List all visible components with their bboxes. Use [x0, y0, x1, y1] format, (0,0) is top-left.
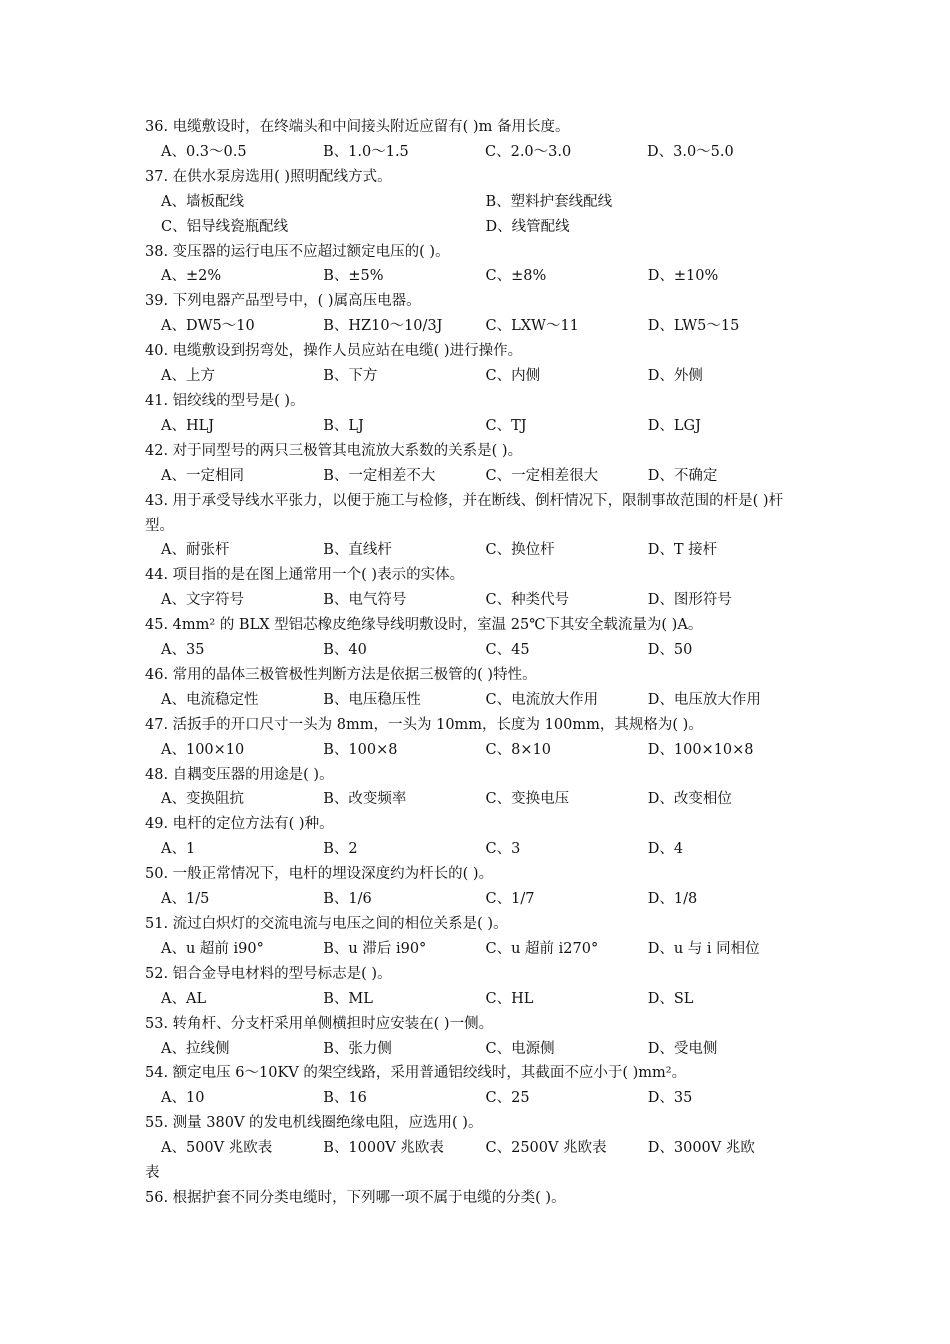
- option-a: A、10: [161, 1090, 205, 1107]
- option-d: D、u 与 i 同相位: [647, 940, 760, 957]
- question-text: 55. 测量 380V 的发电机线圈绝缘电阻，应选用( )。: [145, 1115, 483, 1132]
- option-c: C、u 超前 i270°: [485, 940, 599, 957]
- options-row: [145, 887, 810, 912]
- option-d: D、电压放大作用: [647, 691, 761, 708]
- question-45: [145, 613, 810, 663]
- option-b: B、电压稳压性: [323, 691, 421, 708]
- question-46: [145, 663, 810, 713]
- option-a: A、变换阻抗: [161, 791, 244, 808]
- option-c: C、LXW～11: [485, 318, 579, 335]
- question-text: 53. 转角杆、分支杆采用单侧横担时应安装在( )一侧。: [145, 1015, 494, 1032]
- options-row: [145, 538, 810, 563]
- question-54: [145, 1061, 810, 1111]
- option-a: A、电流稳定性: [161, 691, 259, 708]
- option-b: B、2: [323, 841, 358, 858]
- option-a: A、一定相同: [161, 467, 244, 484]
- option-a: A、100×10: [161, 741, 245, 758]
- options-row: [145, 937, 810, 962]
- question-text: 50. 一般正常情况下，电杆的埋设深度约为杆长的( )。: [145, 866, 494, 883]
- option-a: A、耐张杆: [161, 542, 230, 559]
- option-c: C、内侧: [485, 368, 541, 385]
- option-a: A、0.3～0.5: [161, 143, 247, 160]
- options-row: [145, 588, 810, 613]
- option-b: B、塑料护套线配线: [485, 193, 613, 210]
- question-49: [145, 812, 810, 862]
- option-d: D、35: [647, 1090, 693, 1107]
- option-c: C、1/7: [485, 891, 535, 908]
- question-47: [145, 713, 810, 763]
- question-text: 36. 电缆敷设时，在终端头和中间接头附近应留有( )m 备用长度。: [145, 119, 570, 135]
- option-wrap-text: 表: [145, 1165, 160, 1182]
- option-c: C、种类代号: [485, 592, 570, 609]
- options-row: [145, 1136, 810, 1161]
- option-b: B、下方: [323, 368, 378, 385]
- options-row: [145, 215, 810, 240]
- option-c: C、一定相差很大: [485, 467, 599, 484]
- option-b: B、1/6: [323, 891, 372, 908]
- question-text: 39. 下列电器产品型号中，( )属高压电器。: [145, 293, 421, 310]
- option-b: B、张力侧: [323, 1040, 392, 1057]
- question-text: 43. 用于承受导线水平张力，以便于施工与检修，并在断线、倒杆情况下，限制事故范围的杆是( )杆型。: [145, 492, 784, 534]
- question-52: [145, 962, 810, 1012]
- option-a: A、文字符号: [161, 592, 244, 609]
- question-text: 52. 铝合金导电材料的型号标志是( )。: [145, 965, 392, 982]
- exam-page: [145, 115, 810, 1211]
- option-d: D、T 接杆: [647, 542, 718, 559]
- option-b: B、LJ: [323, 417, 364, 434]
- question-text: 38. 变压器的运行电压不应超过额定电压的( )。: [145, 243, 450, 260]
- option-c: C、变换电压: [485, 791, 570, 808]
- question-50: [145, 862, 810, 912]
- option-c: C、3: [485, 841, 521, 858]
- option-a: A、AL: [161, 990, 207, 1007]
- option-a: A、上方: [161, 368, 215, 385]
- option-d: D、1/8: [647, 891, 698, 908]
- option-b: B、HZ10～10/3J: [323, 318, 443, 335]
- question-text: 56. 根据护套不同分类电缆时，下列哪一项不属于电缆的分类( )。: [145, 1189, 566, 1206]
- option-a: A、DW5～10: [161, 318, 255, 335]
- option-a: A、±2%: [161, 268, 222, 285]
- option-c: C、±8%: [485, 268, 547, 285]
- option-c: C、2.0～3.0: [485, 143, 572, 160]
- option-c: C、HL: [485, 990, 534, 1007]
- option-a: A、35: [161, 642, 205, 659]
- option-d: D、LW5～15: [647, 318, 740, 335]
- question-text: 47. 活扳手的开口尺寸一头为 8mm，一头为 10mm，长度为 100mm，其规格为( )。: [145, 716, 703, 733]
- option-c: C、换位杆: [485, 542, 555, 559]
- options-row: [145, 837, 810, 862]
- question-37: [145, 165, 810, 240]
- question-text: 45. 4mm² 的 BLX 型铝芯橡皮绝缘导线明敷设时，室温 25℃下其安全载流量为( )A。: [145, 617, 703, 634]
- option-d: D、50: [647, 642, 693, 659]
- option-c: C、TJ: [485, 417, 527, 434]
- option-d: D、3000V 兆欧: [647, 1140, 755, 1157]
- options-row: [145, 190, 810, 215]
- option-b: B、一定相差不大: [323, 467, 436, 484]
- option-d: D、LGJ: [647, 417, 701, 434]
- option-d: D、图形符号: [647, 592, 732, 609]
- option-b: B、1000V 兆欧表: [323, 1140, 444, 1157]
- option-b: B、u 滞后 i90°: [323, 940, 427, 957]
- option-c: C、25: [485, 1090, 530, 1107]
- question-text: 40. 电缆敷设到拐弯处，操作人员应站在电缆( )进行操作。: [145, 343, 523, 360]
- question-40: [145, 339, 810, 389]
- options-row: [145, 364, 810, 389]
- option-b: B、电气符号: [323, 592, 407, 609]
- options-row: [145, 987, 810, 1012]
- option-a: A、墙板配线: [161, 193, 244, 210]
- question-41: [145, 389, 810, 439]
- option-d: D、3.0～5.0: [647, 143, 734, 160]
- question-text: 54. 额定电压 6～10KV 的架空线路，采用普通铝绞线时，其截面不应小于( )mm²。: [145, 1065, 687, 1082]
- options-row: [145, 140, 810, 165]
- options-row: [145, 464, 810, 489]
- option-c: C、2500V 兆欧表: [485, 1140, 607, 1157]
- options-row: [145, 638, 810, 663]
- option-c: C、45: [485, 642, 530, 659]
- question-36: [145, 115, 810, 165]
- question-text: 51. 流过白炽灯的交流电流与电压之间的相位关系是( )。: [145, 916, 508, 932]
- question-44: [145, 563, 810, 613]
- option-a: A、1/5: [161, 891, 210, 908]
- question-55: [145, 1111, 810, 1186]
- option-d: D、100×10×8: [647, 741, 754, 758]
- option-c: C、铝导线瓷瓶配线: [161, 218, 289, 235]
- options-row: [145, 787, 810, 812]
- option-b: B、直线杆: [323, 542, 392, 559]
- option-c: C、8×10: [485, 741, 551, 758]
- options-row: [145, 688, 810, 713]
- option-d: D、受电侧: [647, 1040, 718, 1057]
- option-b: B、16: [323, 1090, 367, 1107]
- option-c: C、电源侧: [485, 1040, 555, 1057]
- options-row: [145, 1037, 810, 1062]
- option-a: A、500V 兆欧表: [161, 1140, 273, 1157]
- question-48: [145, 763, 810, 813]
- option-d: D、±10%: [647, 268, 719, 285]
- question-43: [145, 489, 810, 564]
- option-a: A、HLJ: [161, 417, 215, 434]
- option-a: A、u 超前 i90°: [161, 940, 264, 957]
- question-text: 49. 电杆的定位方法有( )种。: [145, 816, 334, 833]
- question-42: [145, 439, 810, 489]
- question-text: 37. 在供水泵房选用( )照明配线方式。: [145, 168, 392, 185]
- options-row: [145, 314, 810, 339]
- option-b: B、ML: [323, 990, 373, 1007]
- question-56: [145, 1186, 810, 1211]
- question-53: [145, 1012, 810, 1062]
- options-row: [145, 264, 810, 289]
- option-b: B、1.0～1.5: [323, 143, 409, 160]
- option-d: D、改变相位: [647, 791, 732, 808]
- option-d: D、线管配线: [485, 218, 570, 235]
- option-d: D、SL: [647, 990, 694, 1007]
- option-d: D、4: [647, 841, 684, 858]
- option-a: A、拉线侧: [161, 1040, 230, 1057]
- option-c: C、电流放大作用: [485, 691, 599, 708]
- option-d: D、外侧: [647, 368, 703, 385]
- question-text: 44. 项目指的是在图上通常用一个( )表示的实体。: [145, 567, 465, 584]
- option-a: A、1: [161, 841, 196, 858]
- option-d: D、不确定: [647, 467, 718, 484]
- option-b: B、改变频率: [323, 791, 407, 808]
- option-b: B、100×8: [323, 741, 398, 758]
- question-39: [145, 289, 810, 339]
- option-b: B、40: [323, 642, 367, 659]
- option-b: B、±5%: [323, 268, 384, 285]
- question-51: [145, 912, 810, 962]
- question-text: 48. 自耦变压器的用途是( )。: [145, 766, 334, 783]
- question-text: 41. 铝绞线的型号是( )。: [145, 392, 305, 409]
- question-text: 42. 对于同型号的两只三极管其电流放大系数的关系是( )。: [145, 442, 523, 459]
- options-row: [145, 738, 810, 763]
- question-38: [145, 240, 810, 290]
- question-text: 46. 常用的晶体三极管极性判断方法是依据三极管的( )特性。: [145, 666, 537, 683]
- options-row: [145, 1086, 810, 1111]
- options-row: [145, 414, 810, 439]
